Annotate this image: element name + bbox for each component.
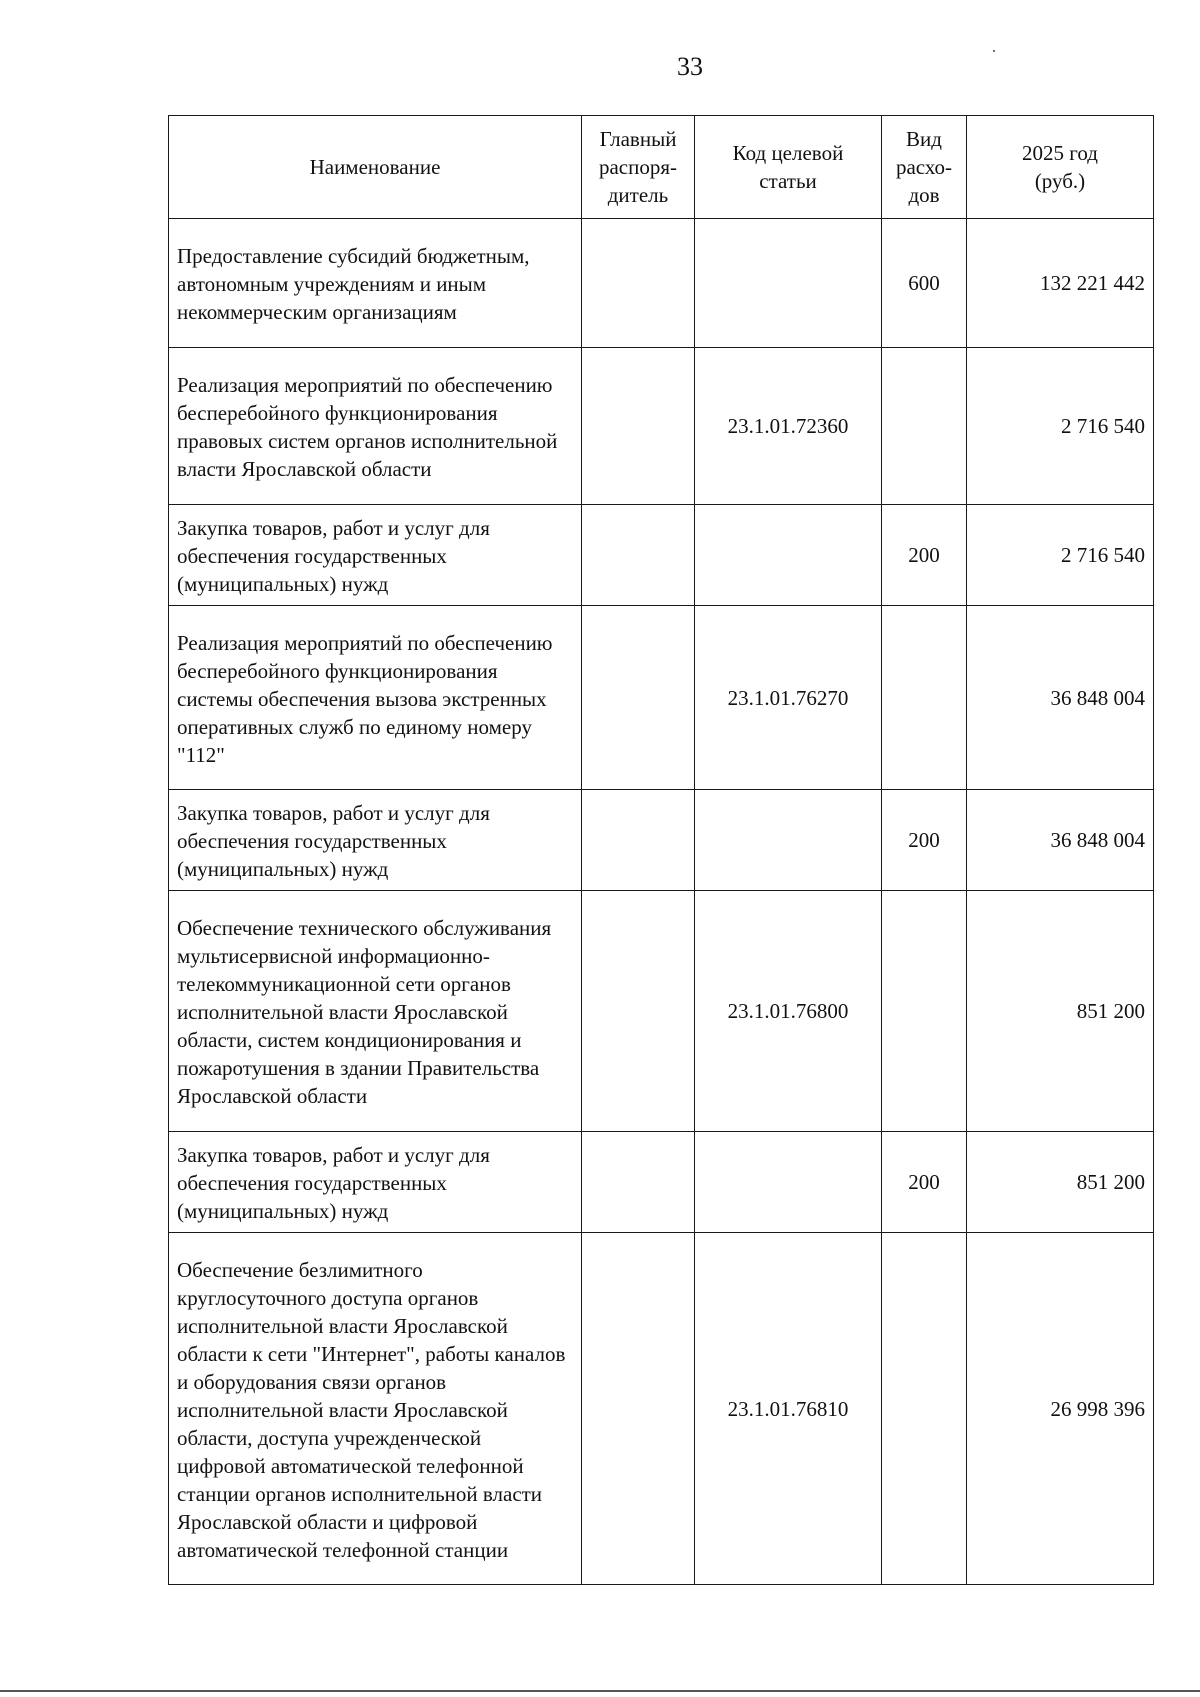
row-manager bbox=[582, 505, 695, 606]
row-name: Предоставление субсидий бюджетным, автономным учреждениям и иным некоммерческим организациям bbox=[169, 219, 582, 348]
row-kind: 200 bbox=[882, 505, 967, 606]
row-code bbox=[695, 219, 882, 348]
row-code bbox=[695, 790, 882, 891]
row-manager bbox=[582, 348, 695, 505]
table-header-row bbox=[169, 116, 1154, 219]
row-code: 23.1.01.76800 bbox=[695, 891, 882, 1132]
header-kind: Вид расхо-дов bbox=[882, 116, 967, 219]
budget-table bbox=[168, 115, 1154, 1585]
row-amount: 2 716 540 bbox=[967, 348, 1154, 505]
page-number: 33 bbox=[677, 52, 703, 81]
row-kind bbox=[882, 348, 967, 505]
row-code bbox=[695, 1132, 882, 1233]
row-amount: 36 848 004 bbox=[967, 790, 1154, 891]
header-name: Наименование bbox=[169, 116, 582, 219]
row-kind: 200 bbox=[882, 1132, 967, 1233]
row-name: Реализация мероприятий по обеспечению бесперебойного функционирования системы обеспечения вызова экстренных оперативных служб по единому номеру "112" bbox=[169, 606, 582, 790]
row-kind: 600 bbox=[882, 219, 967, 348]
row-code bbox=[695, 505, 882, 606]
row-name: Обеспечение технического обслуживания мультисервисной информационно-телекоммуникационной сети органов исполнительной власти Ярославской области, систем кондиционирования и пожаротушения в здании Правительства Ярославской области bbox=[169, 891, 582, 1132]
table-row bbox=[169, 1233, 1154, 1585]
row-code: 23.1.01.76270 bbox=[695, 606, 882, 790]
row-kind: 200 bbox=[882, 790, 967, 891]
row-name: Закупка товаров, работ и услуг для обеспечения государственных (муниципальных) нужд bbox=[169, 790, 582, 891]
header-manager: Главный распоря-дитель bbox=[582, 116, 695, 219]
row-name: Закупка товаров, работ и услуг для обеспечения государственных (муниципальных) нужд bbox=[169, 1132, 582, 1233]
row-code: 23.1.01.72360 bbox=[695, 348, 882, 505]
table-row bbox=[169, 1132, 1154, 1233]
row-amount: 2 716 540 bbox=[967, 505, 1154, 606]
table-row bbox=[169, 348, 1154, 505]
row-amount: 851 200 bbox=[967, 1132, 1154, 1233]
row-name: Реализация мероприятий по обеспечению бесперебойного функционирования правовых систем органов исполнительной власти Ярославской области bbox=[169, 348, 582, 505]
page-bottom-edge bbox=[0, 1690, 1200, 1692]
row-name: Обеспечение безлимитного круглосуточного доступа органов исполнительной власти Ярославской области к сети "Интернет", работы каналов и оборудования связи органов исполнительной власти Ярославской области, доступа учрежденческой цифровой автоматической телефонной станции органов исполнительной власти Ярославской области и цифровой автоматической телефонной станции bbox=[169, 1233, 582, 1585]
row-manager bbox=[582, 606, 695, 790]
table-row bbox=[169, 219, 1154, 348]
row-amount: 36 848 004 bbox=[967, 606, 1154, 790]
row-name: Закупка товаров, работ и услуг для обеспечения государственных (муниципальных) нужд bbox=[169, 505, 582, 606]
row-code: 23.1.01.76810 bbox=[695, 1233, 882, 1585]
row-manager bbox=[582, 1233, 695, 1585]
row-manager bbox=[582, 891, 695, 1132]
row-kind bbox=[882, 606, 967, 790]
header-code: Код целевой статьи bbox=[695, 116, 882, 219]
row-manager bbox=[582, 1132, 695, 1233]
row-amount: 851 200 bbox=[967, 891, 1154, 1132]
table-row bbox=[169, 891, 1154, 1132]
row-kind bbox=[882, 891, 967, 1132]
row-amount: 132 221 442 bbox=[967, 219, 1154, 348]
table-row bbox=[169, 505, 1154, 606]
header-amount: 2025 год (руб.) bbox=[967, 116, 1154, 219]
row-amount: 26 998 396 bbox=[967, 1233, 1154, 1585]
row-kind bbox=[882, 1233, 967, 1585]
table-row bbox=[169, 606, 1154, 790]
row-manager bbox=[582, 219, 695, 348]
table-row bbox=[169, 790, 1154, 891]
row-manager bbox=[582, 790, 695, 891]
scan-dot-mark bbox=[993, 50, 995, 52]
